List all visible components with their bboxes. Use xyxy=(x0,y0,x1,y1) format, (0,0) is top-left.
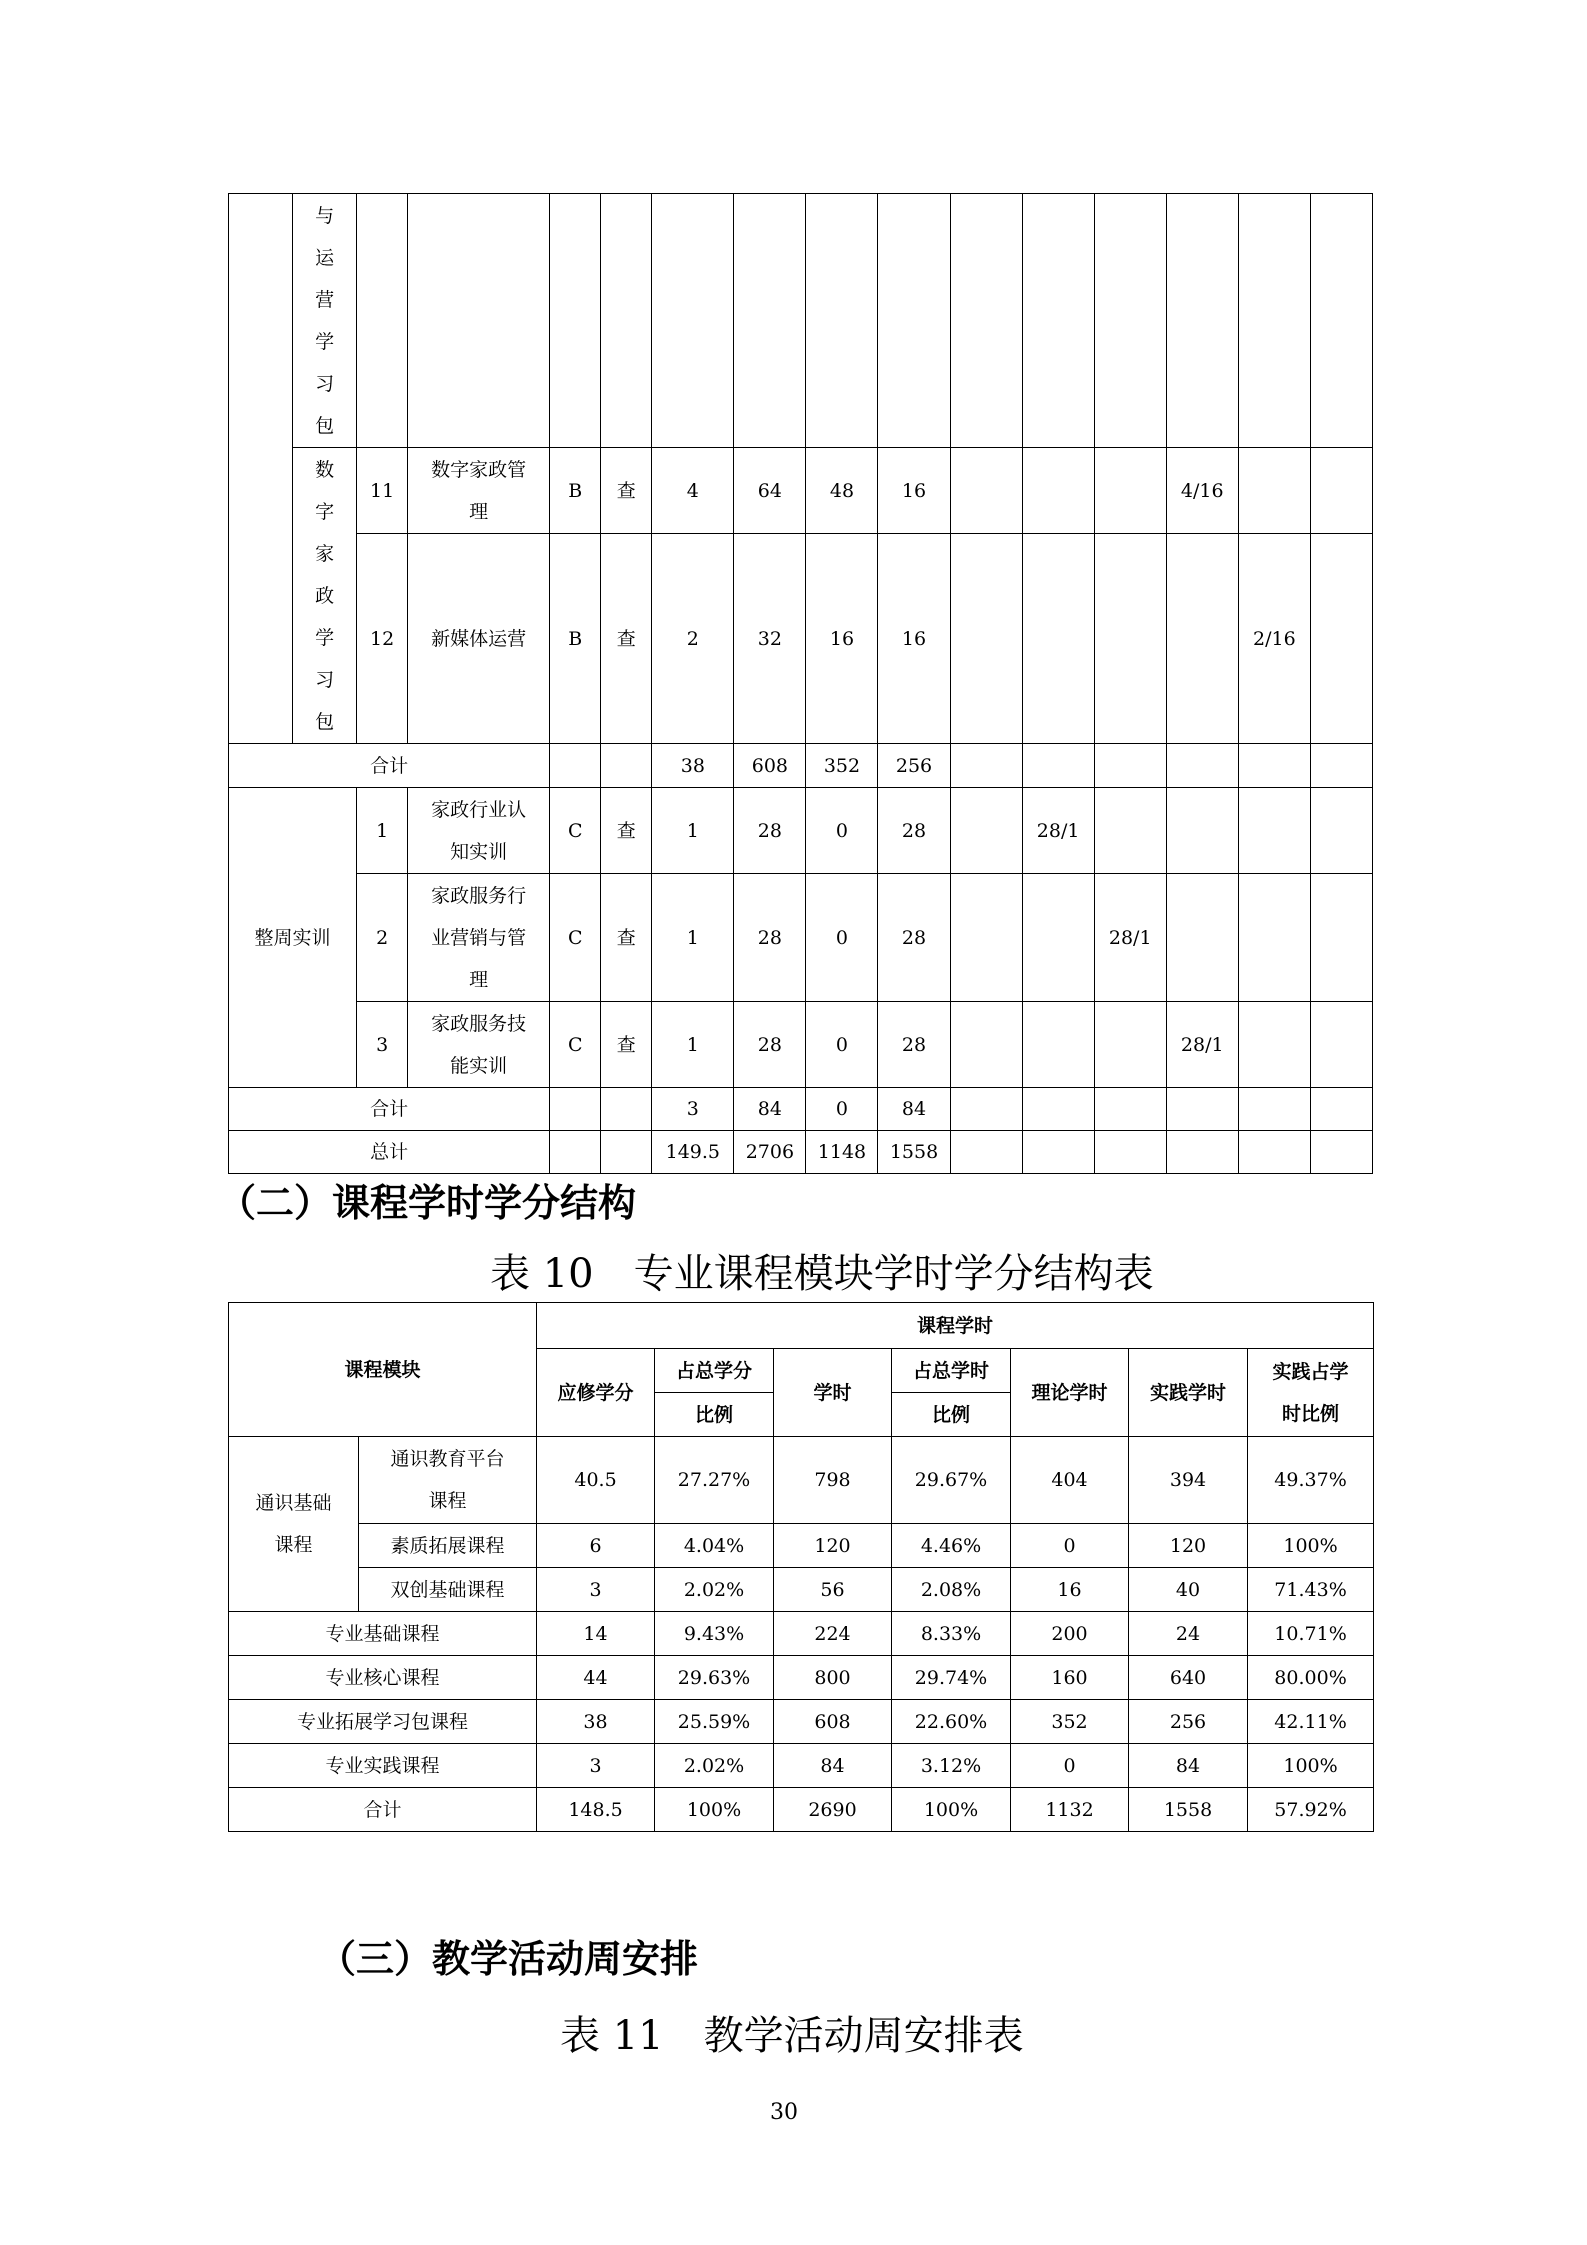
table-row: 专业实践课程 3 2.02% 84 3.12% 0 84 100% xyxy=(229,1744,1374,1788)
course-plan-table xyxy=(228,193,1373,1174)
header-theory: 理论学时 xyxy=(1011,1349,1129,1437)
section-heading-2: （二）课程学时学分结构 xyxy=(218,1180,637,1225)
table-10-caption: 表 10 专业课程模块学时学分结构表 xyxy=(490,1251,1154,1297)
subtotal-row: 合计 38 608 352 256 xyxy=(229,744,1373,788)
weekly-training-label: 整周实训 xyxy=(229,788,357,1088)
table-row: 3 家政服务技 能实训 C 查 1 28 0 28 28/1 xyxy=(229,1002,1373,1088)
header-module: 课程模块 xyxy=(229,1303,537,1437)
group-general: 通识基础 课程 xyxy=(229,1437,359,1612)
page-number: 30 xyxy=(770,2100,798,2125)
table-row: 双创基础课程 3 2.02% 56 2.08% 16 40 71.43% xyxy=(229,1568,1374,1612)
subtotal-row: 合计 3 84 0 84 xyxy=(229,1088,1373,1131)
header-practice-ratio: 实践占学 时比例 xyxy=(1248,1349,1374,1437)
table-row: 整周实训 1 家政行业认 知实训 C 查 1 28 0 28 28/1 xyxy=(229,788,1373,874)
table-row: 数 字 家 政 学 习 包 11 数字家政管 理 B 查 4 64 48 16 4/16 xyxy=(229,448,1373,534)
table-row: 专业基础课程 14 9.43% 224 8.33% 200 24 10.71% xyxy=(229,1612,1374,1656)
header-hours: 课程学时 xyxy=(537,1303,1374,1349)
total-row: 总计 149.5 2706 1148 1558 xyxy=(229,1131,1373,1174)
table-row: 2 家政服务行 业营销与管 理 C 查 1 28 0 28 28/1 xyxy=(229,874,1373,1002)
category-cell xyxy=(229,194,293,744)
package-label-digital: 数 字 家 政 学 习 包 xyxy=(293,448,357,744)
table-row: 素质拓展课程 6 4.04% 120 4.46% 0 120 100% xyxy=(229,1524,1374,1568)
total-row: 合计 148.5 100% 2690 100% 1132 1558 57.92% xyxy=(229,1788,1374,1832)
header-time: 学时 xyxy=(774,1349,892,1437)
table-row: 12 新媒体运营 B 查 2 32 16 16 2/16 xyxy=(229,534,1373,744)
credit-structure-table: 课程模块 课程学时 应修学分 占总学分 学时 占总学时 理论学时 实践学时 实践占学 时比例 比例 比例 通识基础 课程 通识教育平台 课程 40.5 27.27% 798 29.67% 404 394 49.37% 素质拓展课程 6 4.04% 120 4.46% 0 120 100% 双创基础课程 3 2.02% 56 2.08% 16 40 71.43% 专业基础课程 14 9.43% 224 8.33% 200 24 10.71% 专业核心课程 44 29.63% 800 29.74% 160 640 80.00% 专业拓展学习包课程 38 25.59% 608 22.60% 352 256 42.11% 专业实践课程 3 2.02% 84 3.12% 0 84 100% 合计 148.5 100% 2690 100% 1132 1558 57.92% xyxy=(228,1302,1374,1832)
package-label-operation: 与 运 营 学 习 包 xyxy=(293,194,357,448)
table-row: 通识基础 课程 通识教育平台 课程 40.5 27.27% 798 29.67% 404 394 49.37% xyxy=(229,1437,1374,1524)
table-row: 专业核心课程 44 29.63% 800 29.74% 160 640 80.00% xyxy=(229,1656,1374,1700)
table-11-caption: 表 11 教学活动周安排表 xyxy=(560,2013,1024,2059)
table-row: 专业拓展学习包课程 38 25.59% 608 22.60% 352 256 42.11% xyxy=(229,1700,1374,1744)
header-practice: 实践学时 xyxy=(1129,1349,1248,1437)
section-heading-3: （三）教学活动周安排 xyxy=(318,1936,699,1981)
header-credit: 应修学分 xyxy=(537,1349,655,1437)
